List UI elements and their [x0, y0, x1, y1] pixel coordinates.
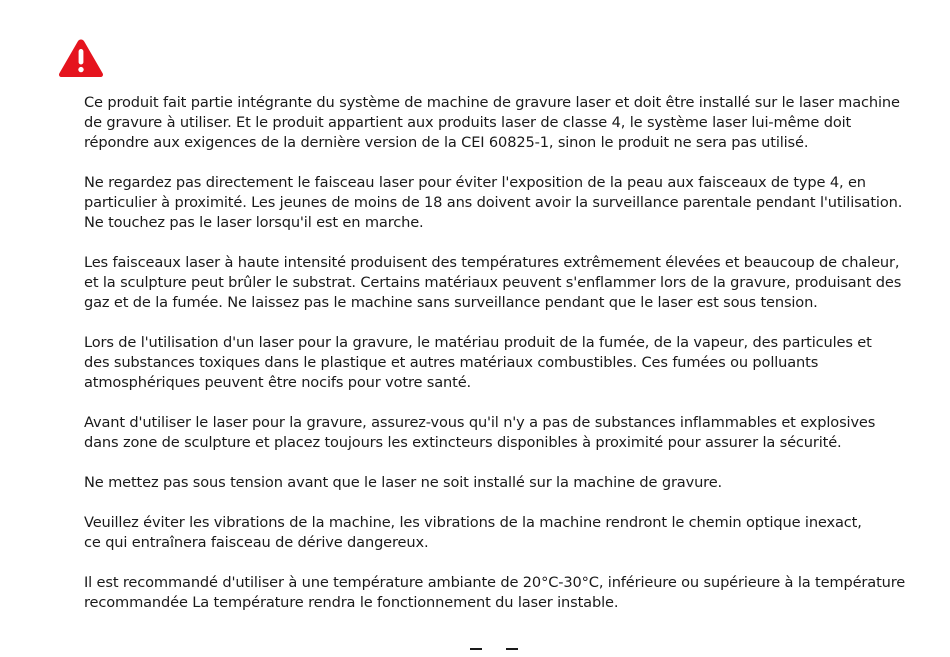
paragraph-temperature: Il est recommandé d'utiliser à une température ambiante de 20°C-30°C, inférieure ou supérieure à la température recommandée La température rendra le fonctionnement du laser instable. [84, 574, 906, 611]
safety-instructions [84, 93, 940, 633]
page-marker [466, 648, 522, 652]
paragraph-eye-skin-exposure: Ne regardez pas directement le faisceau laser pour éviter l'exposition de la peau aux faisceaux de type 4, en particulier à proximité. Les jeunes de moins de 18 ans doivent avoir la surveillance parentale pendant l'utilisation. Ne touchez pas le laser lorsqu'il est en marche. [84, 174, 903, 231]
paragraph-power-on: Ne mettez pas sous tension avant que le laser ne soit installé sur la machine de gravure. [84, 474, 723, 491]
paragraph-heat-fire: Les faisceaux laser à haute intensité produisent des températures extrêmement élevées et beaucoup de chaleur, et la sculpture peut brûler le substrat. Certains matériaux peuvent s'enflammer lors de la gravure, produisant des gaz et de la fumée. Ne laissez pas le machine sans surveillance pendant que le laser est sous tension. [84, 254, 902, 311]
paragraph-toxic-fumes: Lors de l'utilisation d'un laser pour la gravure, le matériau produit de la fumée, de la vapeur, des particules et des substances toxiques dans le plastique et autres matériaux combustibles. Ces fumées ou polluants atmosphériques peuvent être nocifs pour votre santé. [84, 334, 872, 391]
paragraph-laser-class: Ce produit fait partie intégrante du système de machine de gravure laser et doit être installé sur le laser machine de gravure à utiliser. Et le produit appartient aux produits laser de classe 4, le système laser lui-même doit répondre aux exigences de la dernière version de la CEI 60825-1, sinon le produit ne sera pas utilisé. [84, 94, 900, 151]
warning-triangle-icon [58, 38, 104, 78]
paragraph-flammable-substances: Avant d'utiliser le laser pour la gravure, assurez-vous qu'il n'y a pas de substances inflammables et explosives dans zone de sculpture et placez toujours les extincteurs disponibles à proximité pour assurer la sécurité. [84, 414, 876, 451]
paragraph-vibrations: Veuillez éviter les vibrations de la machine, les vibrations de la machine rendront le chemin optique inexact, ce qui entraînera faisceau de dérive dangereux. [84, 514, 862, 551]
